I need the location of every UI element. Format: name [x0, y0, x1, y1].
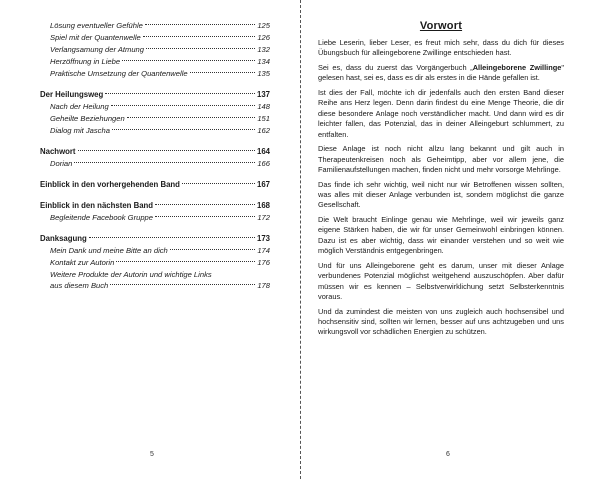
- toc-page-number: 132: [257, 45, 270, 54]
- foreword-title: Vorwort: [419, 20, 463, 32]
- toc-section-gap: [40, 137, 270, 143]
- toc-dot-leader: [89, 237, 255, 238]
- toc-dot-leader: [146, 48, 255, 49]
- toc-dot-leader: [112, 129, 255, 130]
- toc-dot-leader: [190, 72, 256, 73]
- toc-subentry[interactable]: [40, 245, 270, 257]
- toc-page-number: 126: [257, 33, 270, 42]
- toc-subentry[interactable]: [40, 212, 270, 224]
- toc-entry-title: Praktische Umsetzung der Quantenwelle: [50, 69, 188, 78]
- toc-dot-leader: [122, 60, 255, 61]
- toc-subentry[interactable]: [40, 56, 270, 68]
- foreword-paragraph-2: [318, 63, 564, 84]
- toc-dot-leader: [116, 261, 255, 262]
- toc-dot-leader: [78, 150, 255, 151]
- toc-section-gap: [40, 80, 270, 86]
- foreword-paragraph-4: Diese Anlage ist noch nicht allzu lang bekannt und gilt auch in Therapeutenkreisen noch als Geheimtipp, aber vor allem jene, die Familienaufstellungen machen, finden nicht und mehr vorsorge Mehrlinge.: [318, 144, 564, 175]
- toc-dot-leader: [110, 284, 255, 285]
- toc-page-number: 164: [256, 147, 270, 156]
- toc-entry-title-line2: aus diesem Buch: [50, 281, 109, 290]
- toc-entry-title: Begleitende Facebook Gruppe: [50, 213, 154, 222]
- toc-entry-title: Lösung eventueller Gefühle: [50, 21, 143, 30]
- toc-page-number: 178: [257, 281, 270, 290]
- toc-subentry[interactable]: [40, 44, 270, 56]
- toc-chapter-entry[interactable]: [40, 200, 270, 212]
- toc-dot-leader: [143, 36, 256, 37]
- page-number-left: 5: [150, 451, 154, 458]
- toc-page-number: 162: [257, 126, 270, 135]
- toc-page-number: 151: [257, 114, 270, 123]
- toc-entry-title: Danksagung: [40, 234, 87, 243]
- toc-entry-title: Dorian: [50, 159, 73, 168]
- toc-dot-leader: [145, 24, 255, 25]
- toc-page-number: 148: [257, 102, 270, 111]
- foreword-paragraph-1: Liebe Leserin, lieber Leser, es freut mich sehr, dass du dich für dieses Übungsbuch für alleingeborene Zwillinge entschieden hast.: [318, 38, 564, 58]
- foreword-paragraph-7: Und für uns Alleingeborene geht es darum, unser mit dieser Anlage verbundenes Potenzial möglichst weitgehend auszuschöpfen. Aber dafür müssen wir es kennen – Selbstverwirklichung setzt Selbsterkenntnis voraus.: [318, 260, 564, 302]
- toc-entry-title: Kontakt zur Autorin: [50, 258, 115, 267]
- toc-dot-leader: [111, 105, 256, 106]
- toc-dot-leader: [155, 216, 255, 217]
- toc-dot-leader: [182, 183, 255, 184]
- toc-entry-title-line1: Weitere Produkte der Autorin und wichtige Links: [50, 270, 212, 279]
- toc-chapter-entry[interactable]: [40, 179, 270, 191]
- toc-dot-leader: [170, 249, 256, 250]
- toc-subentry[interactable]: [40, 158, 270, 170]
- foreword-p2-start: Sei es, dass du zuerst das Vorgängerbuch „: [318, 63, 473, 72]
- toc-entry-title: Geheilte Beziehungen: [50, 114, 125, 123]
- toc-page-number: 167: [256, 180, 270, 189]
- toc-entry-lastline: [50, 280, 270, 291]
- toc-dot-leader: [74, 162, 255, 163]
- toc-subentry[interactable]: [40, 68, 270, 80]
- toc-page-number: 134: [257, 57, 270, 66]
- foreword-page: [318, 20, 564, 342]
- foreword-paragraph-3: Ist dies der Fall, möchte ich dir jedenfalls auch den ersten Band dieser Reihe ans Herz legen. Denn darin findest du eine Menge Theorie, die dir diese besondere Anlage noch verständlicher macht. Und dann wird es dir leichter fallen, das Potenzial, das in deiner Alleingeburt schlummert, zu entfalten.: [318, 88, 564, 139]
- toc-page: [40, 20, 270, 291]
- toc-entry-title: Nach der Heilung: [50, 102, 109, 111]
- toc-page-number: 176: [257, 258, 270, 267]
- toc-subentry-multiline[interactable]: [40, 269, 270, 291]
- toc-dot-leader: [127, 117, 256, 118]
- toc-section-gap: [40, 191, 270, 197]
- toc-subentry[interactable]: [40, 32, 270, 44]
- toc-subentry[interactable]: [40, 20, 270, 32]
- toc-dot-leader: [155, 204, 255, 205]
- foreword-p2-end: " gelesen hast, sei es, dass es dir als erstes in die Hände gefallen ist.: [318, 63, 564, 83]
- toc-entry-title: Herzöffnung in Liebe: [50, 57, 121, 66]
- toc-entry-title: Spiel mit der Quantenwelle: [50, 33, 141, 42]
- toc-entry-title: Einblick in den nächsten Band: [40, 201, 154, 210]
- toc-entry-title: Verlangsamung der Atmung: [50, 45, 144, 54]
- toc-page-number: 166: [257, 159, 270, 168]
- foreword-paragraph-8: Und da zumindest die meisten von uns zugleich auch hochsensibel und hochsensitiv sind, sollten wir lernen, besser auf uns achtzugeben und uns wirkungsvoll vor schädlichen Energien zu schützen.: [318, 306, 564, 337]
- toc-chapter-entry[interactable]: [40, 89, 270, 101]
- toc-entry-title: Nachwort: [40, 147, 76, 156]
- toc-page-number: 172: [257, 213, 270, 222]
- toc-entry-title: Dialog mit Jascha: [50, 126, 110, 135]
- toc-dot-leader: [105, 93, 255, 94]
- book-title-bold: Alleingeborene Zwillinge: [472, 63, 562, 72]
- toc-entry-title: Der Heilungsweg: [40, 90, 104, 99]
- toc-subentry[interactable]: [40, 257, 270, 269]
- toc-subentry[interactable]: [40, 113, 270, 125]
- toc-chapter-entry[interactable]: [40, 233, 270, 245]
- toc-section-gap: [40, 170, 270, 176]
- toc-page-number: 174: [257, 246, 270, 255]
- foreword-paragraph-5: Das finde ich sehr wichtig, weil nicht nur wir Betroffenen wissen sollten, was alles mit dieser Anlage verbunden ist, sondern möglichst die ganze Gesellschaft.: [318, 179, 564, 210]
- toc-chapter-entry[interactable]: [40, 146, 270, 158]
- toc-subentry[interactable]: [40, 101, 270, 113]
- toc-subentry[interactable]: [40, 125, 270, 137]
- toc-page-number: 173: [256, 234, 270, 243]
- toc-page-number: 125: [257, 21, 270, 30]
- toc-page-number: 168: [256, 201, 270, 210]
- page-number-right: 6: [446, 451, 450, 458]
- toc-entry-title: Einblick in den vorhergehenden Band: [40, 180, 180, 189]
- toc-page-number: 135: [257, 69, 270, 78]
- toc-page-number: 137: [256, 90, 270, 99]
- toc-entry-title: Mein Dank und meine Bitte an dich: [50, 246, 168, 255]
- page-fold-line: [300, 0, 301, 479]
- foreword-paragraph-6: Die Welt braucht Einlinge genau wie Mehrlinge, weil wir jeweils ganz eigene Stärken haben, die wir für unser Gemeinwohl einbringen können. Dazu ist es aber wichtig, dass wir einander verstehen und so weit wie möglich Verständnis entgegenbringen.: [318, 215, 564, 256]
- toc-section-gap: [40, 224, 270, 230]
